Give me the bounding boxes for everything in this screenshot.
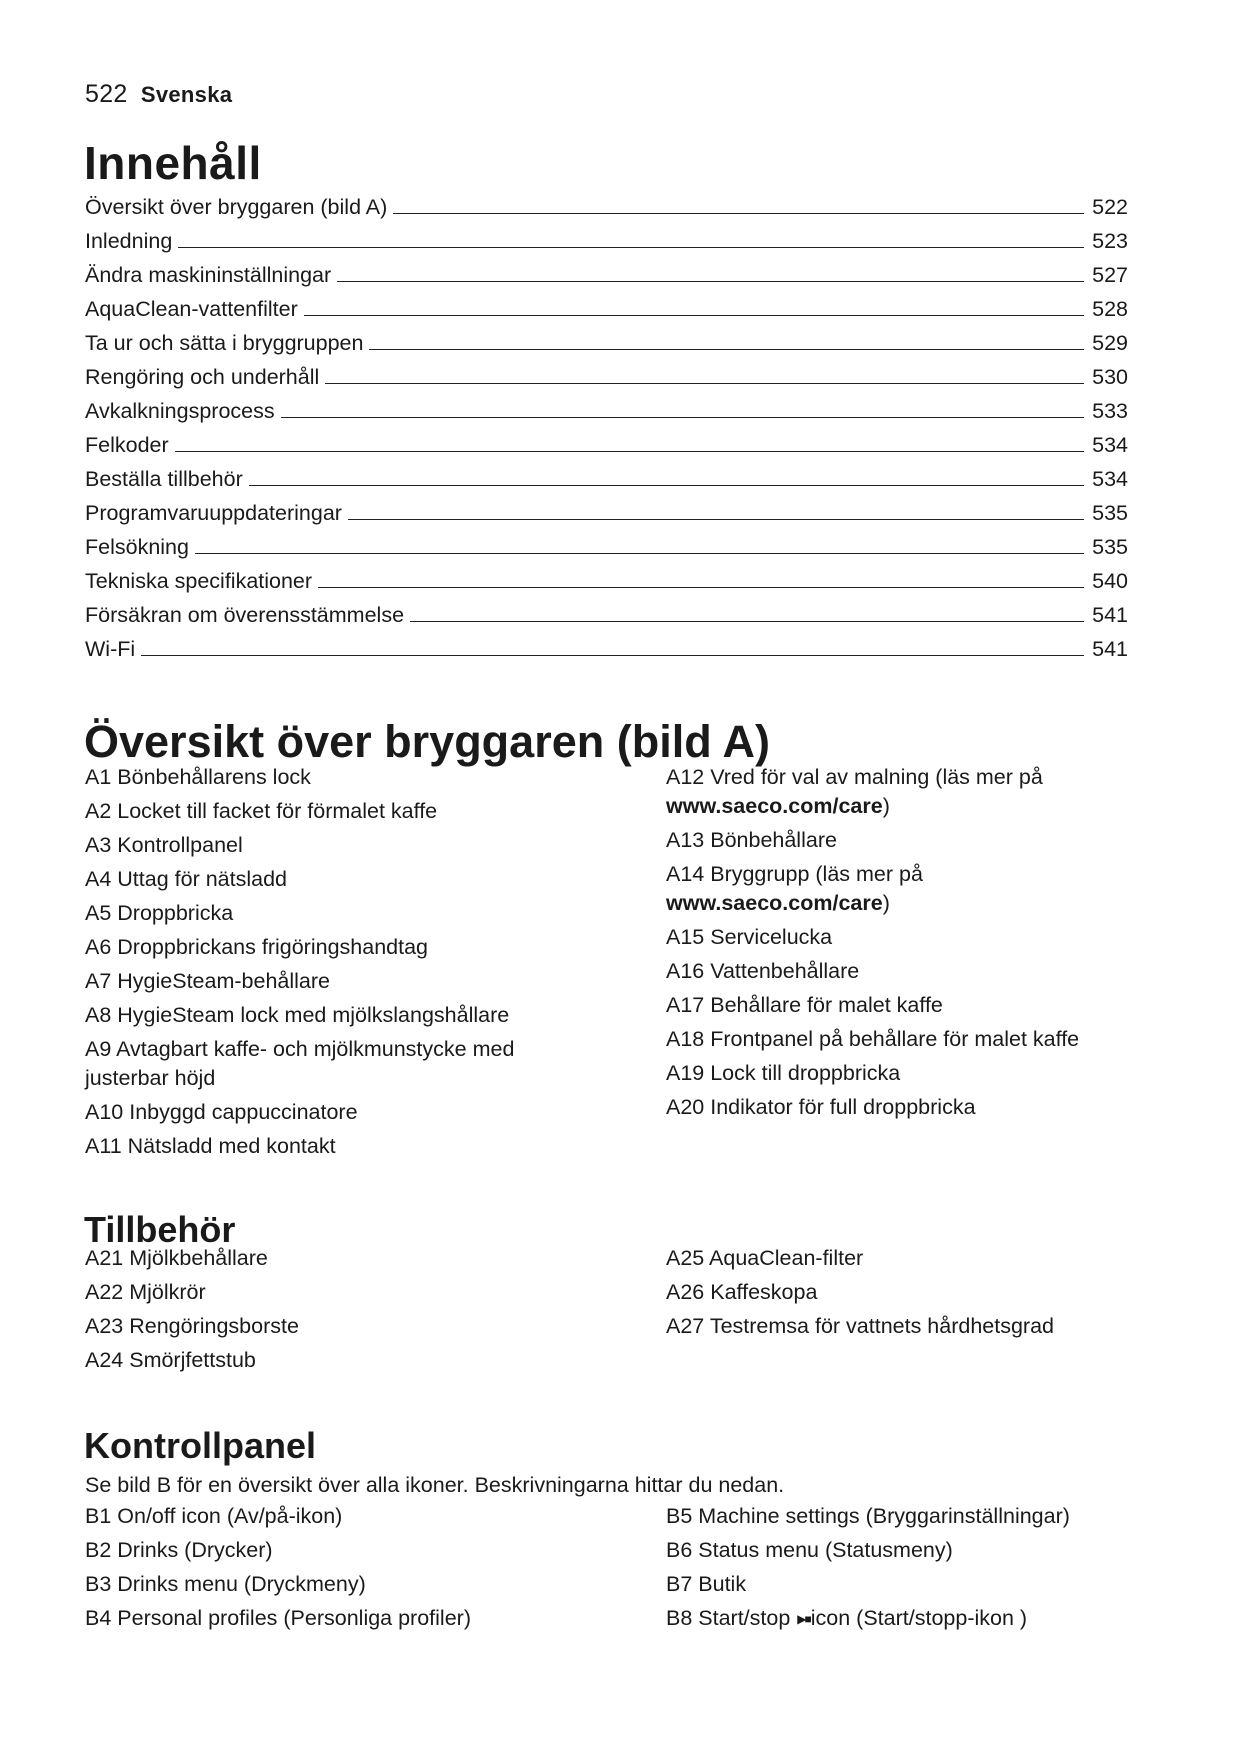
list-item: A1 Bönbehållarens lock [85, 765, 311, 789]
toc-entry-page: 541 [1092, 603, 1128, 627]
list-item: A21 Mjölkbehållare [85, 1246, 268, 1270]
toc-entry-page: 535 [1092, 501, 1128, 525]
list-item: A3 Kontrollpanel [85, 833, 243, 857]
list-item: A2 Locket till facket för förmalet kaffe [85, 799, 438, 823]
toc-leader-line [304, 315, 1084, 316]
list-item: B2 Drinks (Drycker) [85, 1538, 273, 1562]
list-item: A25 AquaClean-filter [666, 1246, 864, 1270]
list-item: A22 Mjölkrör [85, 1280, 206, 1304]
list-item: A17 Behållare för malet kaffe [666, 993, 943, 1017]
list-item: B1 On/off icon (Av/på-ikon) [85, 1504, 343, 1528]
toc-leader-line [178, 247, 1084, 248]
list-item: A20 Indikator för full droppbricka [666, 1095, 976, 1119]
toc-entry-label: Rengöring och underhåll [85, 365, 320, 389]
overview-left-column [85, 763, 585, 1166]
toc-entry-label: Tekniska specifikationer [85, 569, 313, 593]
language-label: Svenska [140, 82, 233, 107]
toc-entry-page: 533 [1092, 399, 1128, 423]
toc-entry-label: Ändra maskininställningar [85, 263, 332, 287]
toc-leader-line [141, 655, 1084, 656]
list-item: A6 Droppbrickans frigöringshandtag [85, 935, 429, 959]
toc-entry-label: Avkalkningsprocess [85, 399, 275, 423]
toc-entry[interactable] [85, 526, 1128, 560]
table-of-contents [85, 186, 1128, 662]
toc-entry[interactable] [85, 390, 1128, 424]
list-item: B8 Start/stop ▶■icon (Start/stopp-ikon ) [666, 1604, 1166, 1634]
saeco-link[interactable]: www.saeco.com/care [666, 891, 883, 915]
toc-leader-line [337, 281, 1084, 282]
toc-entry-page: 529 [1092, 331, 1128, 355]
list-item: A8 HygieSteam lock med mjölkslangshållare [85, 1003, 510, 1027]
toc-title: Innehåll [84, 137, 262, 189]
toc-entry[interactable] [85, 492, 1128, 526]
toc-entry-page: 535 [1092, 535, 1128, 559]
control-panel-left-column [85, 1502, 585, 1638]
toc-entry-label: Översikt över bryggaren (bild A) [85, 195, 388, 219]
list-item: B7 Butik [666, 1572, 747, 1596]
toc-leader-line [249, 485, 1084, 486]
toc-leader-line [348, 519, 1084, 520]
toc-entry[interactable] [85, 186, 1128, 220]
toc-leader-line [325, 383, 1084, 384]
toc-entry[interactable] [85, 322, 1128, 356]
toc-entry-label: AquaClean-vattenfilter [85, 297, 298, 321]
accessories-title: Tillbehör [84, 1209, 236, 1250]
toc-entry-label: Programvaruuppdateringar [85, 501, 342, 525]
toc-leader-line [410, 621, 1084, 622]
toc-entry-page: 527 [1092, 263, 1128, 287]
toc-entry-page: 528 [1092, 297, 1128, 321]
saeco-link[interactable]: www.saeco.com/care [666, 794, 883, 818]
toc-entry-page: 541 [1092, 637, 1128, 661]
list-item: A10 Inbyggd cappuccinatore [85, 1100, 358, 1124]
toc-entry-label: Inledning [85, 229, 173, 253]
list-item: B3 Drinks menu (Dryckmeny) [85, 1572, 366, 1596]
page-number: 522 [85, 80, 128, 108]
toc-leader-line [195, 553, 1084, 554]
list-item: A26 Kaffeskopa [666, 1280, 818, 1304]
toc-leader-line [281, 417, 1084, 418]
list-item: A15 Servicelucka [666, 925, 833, 949]
list-item: A18 Frontpanel på behållare för malet kaffe [666, 1027, 1080, 1051]
list-item: A7 HygieSteam-behållare [85, 969, 330, 993]
accessories-left-column [85, 1244, 585, 1380]
toc-leader-line [175, 451, 1084, 452]
list-item: A9 Avtagbart kaffe- och mjölkmunstycke med justerbar höjd [85, 1037, 515, 1090]
list-item: A27 Testremsa för vattnets hårdhetsgrad [666, 1314, 1055, 1338]
toc-entry[interactable] [85, 356, 1128, 390]
toc-entry-label: Wi-Fi [85, 637, 136, 661]
list-item: B4 Personal profiles (Personliga profiler) [85, 1606, 471, 1630]
toc-entry[interactable] [85, 458, 1128, 492]
control-panel-right-list [666, 1502, 1166, 1599]
control-panel-title: Kontrollpanel [84, 1425, 316, 1466]
running-head [85, 80, 232, 109]
toc-entry-label: Beställa tillbehör [85, 467, 243, 491]
toc-leader-line [393, 213, 1084, 214]
control-panel-right-column [666, 1502, 1166, 1639]
toc-leader-line [369, 349, 1084, 350]
toc-entry-page: 540 [1092, 569, 1128, 593]
list-item: B5 Machine settings (Bryggarinställningar) [666, 1504, 1070, 1528]
list-item: A19 Lock till droppbricka [666, 1061, 901, 1085]
list-item: A23 Rengöringsborste [85, 1314, 299, 1338]
list-item: A24 Smörjfettstub [85, 1348, 256, 1372]
list-item: A11 Nätsladd med kontakt [85, 1134, 336, 1158]
accessories-right-column [666, 1244, 1166, 1346]
toc-entry-page: 522 [1092, 195, 1128, 219]
toc-leader-line [318, 587, 1084, 588]
control-panel-intro: Se bild B för en översikt över alla ikoner. Beskrivningarna hittar du nedan. [85, 1473, 785, 1497]
overview-right-list [666, 923, 1166, 1122]
toc-entry-label: Försäkran om överensstämmelse [85, 603, 405, 627]
list-item: A16 Vattenbehållare [666, 959, 860, 983]
overview-title: Översikt över bryggaren (bild A) [84, 716, 771, 767]
toc-entry-page: 530 [1092, 365, 1128, 389]
toc-entry-label: Felkoder [85, 433, 169, 457]
list-item: A4 Uttag för nätsladd [85, 867, 287, 891]
toc-entry-label: Felsökning [85, 535, 189, 559]
toc-entry-page: 534 [1092, 433, 1128, 457]
toc-entry[interactable] [85, 628, 1128, 662]
list-item: A5 Droppbricka [85, 901, 234, 925]
play-stop-icon: ▶■ [797, 1611, 810, 1626]
toc-entry-page: 534 [1092, 467, 1128, 491]
toc-entry[interactable] [85, 424, 1128, 458]
toc-entry[interactable] [85, 594, 1128, 628]
list-item: A13 Bönbehållare [666, 828, 837, 852]
list-item: A12 Vred för val av malning (läs mer på www.saeco.com/care) [666, 765, 1043, 818]
toc-entry[interactable] [85, 288, 1128, 322]
toc-entry[interactable] [85, 220, 1128, 254]
toc-entry-page: 523 [1092, 229, 1128, 253]
toc-entry-label: Ta ur och sätta i bryggruppen [85, 331, 364, 355]
overview-right-column [666, 763, 1166, 1127]
list-item: B6 Status menu (Statusmeny) [666, 1538, 953, 1562]
list-item: A14 Bryggrupp (läs mer på www.saeco.com/care) [666, 862, 923, 915]
toc-entry[interactable] [85, 254, 1128, 288]
toc-entry[interactable] [85, 560, 1128, 594]
